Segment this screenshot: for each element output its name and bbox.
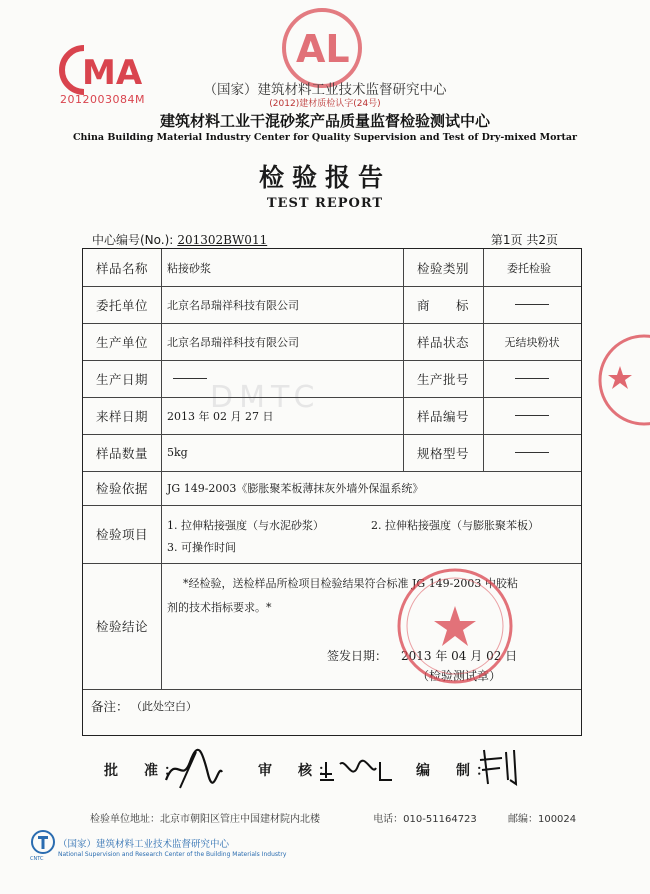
label-production-date: 生产日期	[95, 371, 148, 387]
al-stamp-letters: AL	[296, 27, 350, 71]
compile-signature	[478, 746, 524, 788]
footer-postcode: 邮编：100024	[507, 814, 577, 825]
label-test-type: 检验类别	[416, 260, 469, 276]
org-name: （国家）建筑材料工业技术监督研究中心	[203, 82, 447, 98]
value-manufacturer: 北京名昂瑞祥科技有限公司	[167, 335, 299, 349]
value-test-item-1: 1. 拉伸粘接强度（与水泥砂浆）	[167, 519, 324, 532]
cma-stamp-letters: MA	[82, 53, 143, 93]
value-test-item-2: 2. 拉伸粘接强度（与膨胀聚苯板）	[371, 519, 539, 532]
value-trademark-dash	[483, 286, 581, 323]
report-title-cn: 检验报告	[258, 163, 391, 192]
center-number-value: 201302BW011	[177, 233, 268, 247]
footer-address-line	[90, 810, 576, 825]
value-production-date-dash	[173, 360, 233, 397]
approve-signature	[162, 744, 224, 790]
issue-date: 2013 年 04 月 02 日	[401, 649, 518, 663]
label-test-items: 检验项目	[95, 527, 148, 542]
footer-phone: 电话：010-51164723	[373, 814, 477, 825]
label-sample-name: 样品名称	[95, 260, 148, 276]
label-received-date: 来样日期	[95, 408, 148, 424]
label-sample-number: 样品编号	[416, 408, 469, 424]
remarks-label: 备注：	[91, 699, 129, 714]
compile-label: 编 制：	[416, 763, 496, 779]
value-sample-name: 粘接砂浆	[167, 261, 211, 275]
side-seal	[584, 330, 650, 430]
center-name-cn: 建筑材料工业干混砂浆产品质量监督检验测试中心	[159, 112, 490, 130]
label-manufacturer: 生产单位	[95, 334, 148, 350]
value-sample-quantity: 5kg	[167, 446, 188, 459]
review-signature	[318, 754, 398, 784]
value-test-basis: JG 149-2003《膨胀聚苯板薄抹灰外墙外保温系统》	[167, 482, 424, 495]
value-sample-state: 无结块粉状	[504, 335, 560, 349]
value-batch-number-dash	[483, 360, 581, 397]
footer-address: 检验单位地址：北京市朝阳区管庄中国建材院内北楼	[90, 814, 320, 825]
label-test-basis: 检验依据	[95, 481, 148, 496]
value-received-date: 2013 年 02 月 27 日	[167, 409, 274, 423]
org-logo-abbr: CNTC	[30, 856, 44, 862]
cma-number: 2012003084M	[60, 93, 145, 106]
label-spec-model: 规格型号	[416, 445, 469, 461]
page-info: 第1页 共2页	[490, 233, 558, 247]
cert-number: (2012)建材质检认字(24号)	[269, 99, 381, 109]
conclusion-text-line2: 剂的技术指标要求。*	[167, 601, 272, 614]
footer-org-name-en: National Supervision and Research Center of the Building Materials Industry	[58, 851, 287, 858]
label-trademark: 商 标	[416, 297, 469, 313]
remarks-value: （此处空白）	[131, 700, 197, 713]
label-batch-number: 生产批号	[416, 371, 469, 387]
value-sample-number-dash	[483, 397, 581, 434]
conclusion-text-line1: *经检验，送检样品所检项目检验结果符合标准 JG 149-2003 中胶粘	[183, 577, 518, 590]
footer-org-name: （国家）建筑材料工业技术监督研究中心	[58, 839, 230, 850]
label-sample-state: 样品状态	[416, 334, 469, 350]
value-spec-model-dash	[483, 434, 581, 471]
org-logo-icon	[30, 829, 56, 855]
label-conclusion: 检验结论	[95, 619, 148, 634]
official-seal	[395, 566, 518, 686]
watermark: DMTC	[210, 380, 321, 415]
center-name-en: China Building Material Industry Center for Quality Supervision and Test of Dry-mixed Mortar	[72, 132, 578, 143]
issue-seal-label: （检验测试章）	[417, 669, 502, 683]
value-test-item-3: 3. 可操作时间	[167, 541, 236, 554]
center-number-label: 中心编号(No.):	[92, 233, 174, 247]
approve-label: 批 准：	[104, 763, 184, 779]
issue-date-label: 签发日期：	[327, 649, 388, 663]
value-test-type: 委托检验	[507, 261, 551, 275]
report-title-en: TEST REPORT	[266, 196, 384, 211]
label-client: 委托单位	[95, 297, 148, 313]
center-number	[92, 231, 267, 248]
value-client: 北京名昂瑞祥科技有限公司	[167, 298, 299, 312]
review-label: 审 核：	[258, 763, 338, 779]
label-sample-quantity: 样品数量	[95, 445, 148, 461]
